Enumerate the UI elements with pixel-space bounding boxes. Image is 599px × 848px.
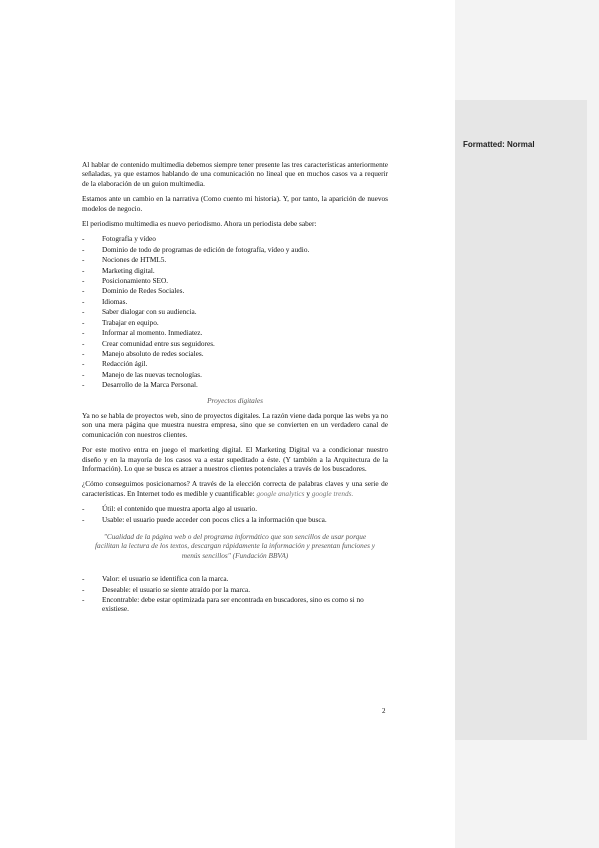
- paragraph-digital-projects: Ya no se habla de proyectos web, sino de proyectos digitales. La razón viene dada porque las webs ya no son una mera página que muestra nuestra empresa, sino que se convierten en un verdadero canal de comunicación con nuestros clientes.: [82, 410, 388, 439]
- list-item: - Deseable: el usuario se siente atraído por la marca.: [82, 585, 388, 594]
- conjunction-text: y: [306, 488, 310, 498]
- list-item: - Saber dialogar con su audiencia.: [82, 307, 388, 316]
- comment-balloon[interactable]: [455, 100, 587, 740]
- list-item: - Manejo de las nuevas tecnologías.: [82, 370, 388, 379]
- positioning-text: ¿Cómo conseguimos posicionarnos? A través de la elección correcta de palabras claves y una serie de características. En Internet todo es medible y cuantificable:: [82, 479, 388, 498]
- list-item: - Valor: el usuario se identifica con la marca.: [82, 574, 388, 583]
- list-item: - Dominio de Redes Sociales.: [82, 286, 388, 295]
- list-item: - Encontrable: debe estar optimizada para ser encontrada en buscadores, sino es como si no existiese.: [82, 595, 388, 614]
- section-heading: Proyectos digitales: [207, 395, 263, 405]
- comment-pane: [455, 0, 599, 848]
- list-item: - Marketing digital.: [82, 266, 388, 275]
- list-item: - Desarrollo de la Marca Personal.: [82, 380, 388, 389]
- comment-label: Formatted: Normal: [463, 140, 535, 149]
- paragraph-digital-marketing: Por este motivo entra en juego el marketing digital. El Marketing Digital va a condicionar nuestro diseño y en la mayoría de los casos va a estar supeditado a éste. (Y también a la Arquitectura de la Información). Lo que se busca es atraer a nuestros clientes potenciales a través de los buscadores.: [82, 445, 388, 473]
- utility-list: [82, 504, 388, 524]
- list-item: - Crear comunidad entre sus seguidores.: [82, 339, 388, 348]
- skills-list: [82, 234, 388, 389]
- page-number: 2: [382, 707, 386, 715]
- list-item: - Fotografía y vídeo: [82, 234, 388, 243]
- list-item: - Usable: el usuario puede acceder con pocos clics a la información que busca.: [82, 515, 388, 524]
- list-item: - Dominio de todo de programas de edición de fotografía, vídeo y audio.: [82, 245, 388, 254]
- list-item: - Redacción ágil.: [82, 359, 388, 368]
- list-item: - Útil: el contenido que muestra aporta algo al usuario.: [82, 504, 388, 513]
- list-item: - Manejo absoluto de redes sociales.: [82, 349, 388, 358]
- paragraph-multimedia-content: Al hablar de contenido multimedia debemos siempre tener presente las tres características anteriormente señaladas, ya que estamos hablando de una comunicación no lineal que en muchos casos va a requerir de la elaboración de un guion multimedia.: [82, 160, 388, 188]
- google-trends-text: google trends.: [311, 488, 354, 498]
- paragraph-narrative-change: Estamos ante un cambio en la narrativa (Como cuento mi historia). Y, por tanto, la aparición de nuevos modelos de negocio.: [82, 194, 388, 213]
- paragraph-positioning: [82, 479, 388, 498]
- paragraph-journalist-skills-intro: El periodismo multimedia es nuevo periodismo. Ahora un periodista debe saber:: [82, 219, 317, 229]
- list-item: - Nociones de HTML5.: [82, 255, 388, 264]
- values-list: [82, 574, 388, 614]
- list-item: - Informar al momento. Inmediatez.: [82, 328, 388, 337]
- bbva-quote: "Cualidad de la página web o del programa informático que son sencillos de usar porque facilitan la lectura de los textos, descargan rápidamente la información y presentan funciones y menús sencillos" (Fundación BBVA): [95, 532, 375, 560]
- list-item: - Idiomas.: [82, 297, 388, 306]
- google-analytics-text: google analytics: [256, 488, 305, 498]
- list-item: - Posicionamiento SEO.: [82, 276, 388, 285]
- page-content: [82, 160, 388, 620]
- list-item: - Trabajar en equipo.: [82, 318, 388, 327]
